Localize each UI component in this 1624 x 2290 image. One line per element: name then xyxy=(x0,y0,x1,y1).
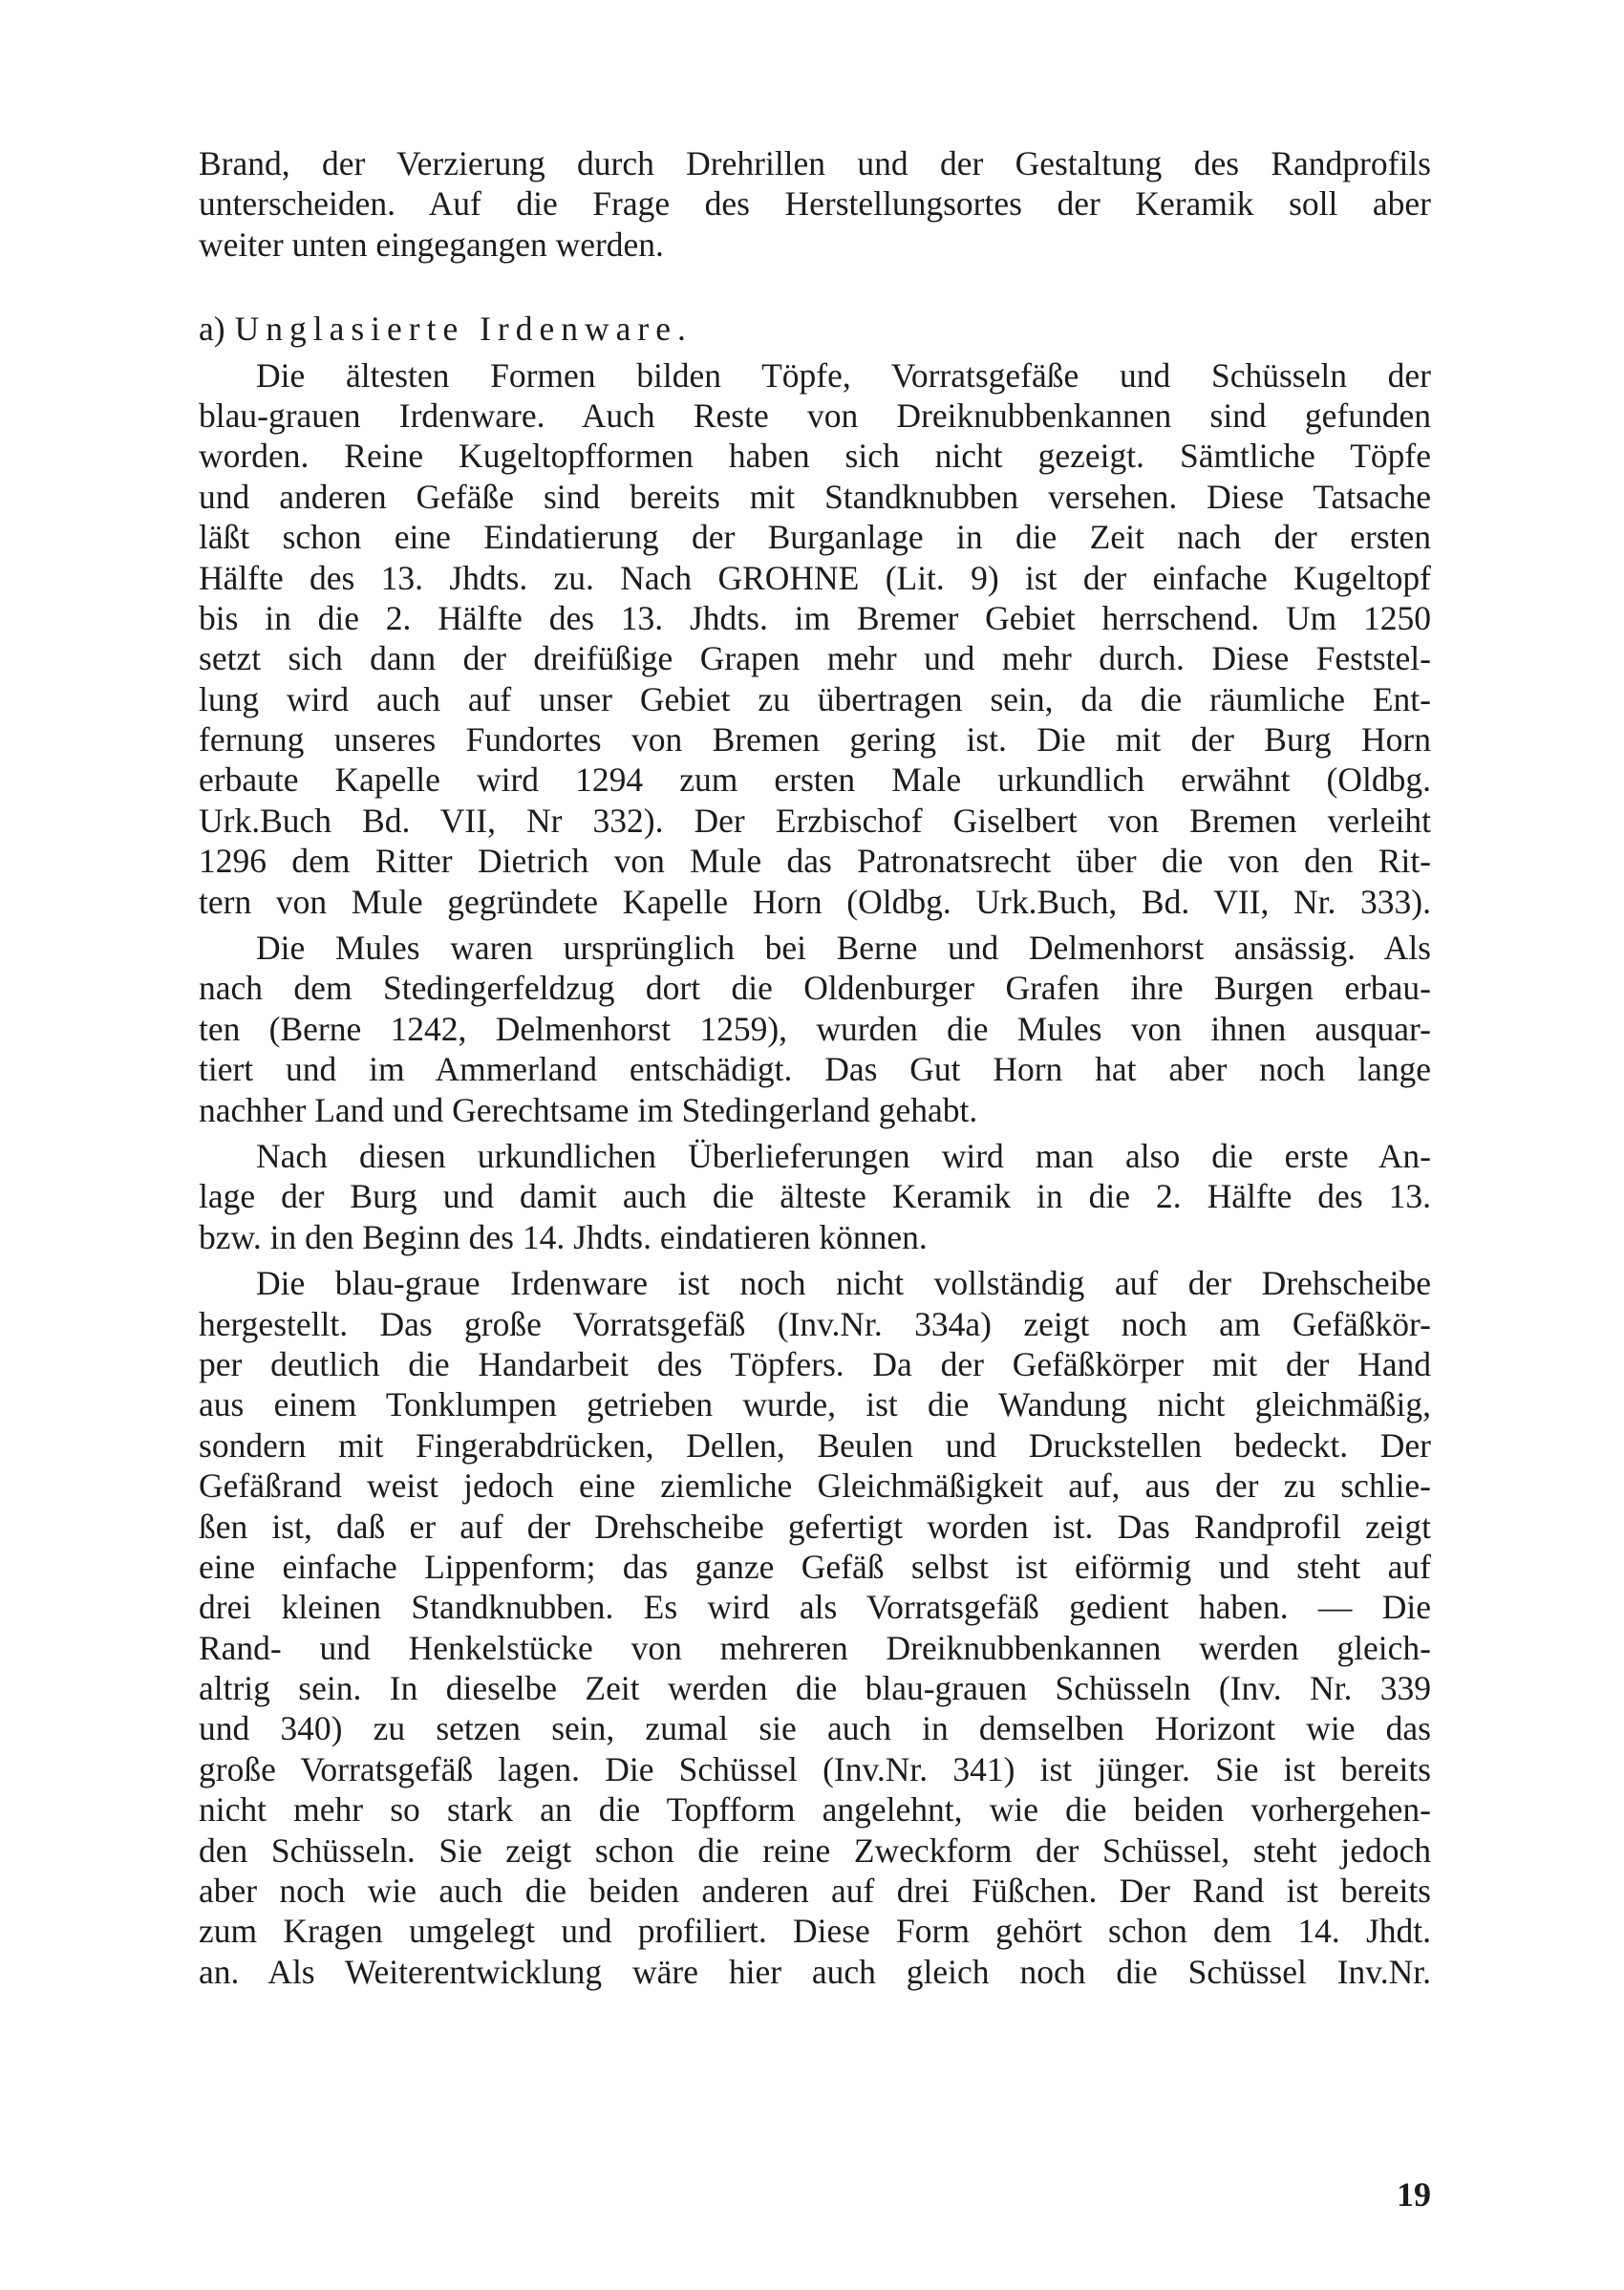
text-line: nach dem Stedingerfeldzug dort die Oldenburger Grafen ihre Burgen erbau- xyxy=(199,969,1431,1008)
section-label: a) xyxy=(199,310,225,349)
section-title: Unglasierte Irdenware. xyxy=(234,310,693,349)
text-line: lage der Burg und damit auch die älteste Keramik in die 2. Hälfte des 13. xyxy=(199,1177,1431,1216)
text-line: Brand, der Verzierung durch Drehrillen und der Gestaltung des Randprofils xyxy=(199,144,1431,182)
text-line: zum Kragen umgelegt und profiliert. Diese Form gehört schon dem 14. Jhdt. xyxy=(199,1912,1431,1951)
text-line: ten (Berne 1242, Delmenhorst 1259), wurden die Mules von ihnen ausquar- xyxy=(199,1009,1431,1048)
body-text xyxy=(199,143,1431,1992)
text-line: an. Als Weiterentwicklung wäre hier auch gleich noch die Schüssel Inv.Nr. xyxy=(199,1952,1431,1991)
text-line: blau-grauen Irdenware. Auch Reste von Dreiknubbenkannen sind gefunden xyxy=(199,396,1431,435)
text-line: bzw. in den Beginn des 14. Jhdts. eindatieren können. xyxy=(199,1217,928,1256)
text-line: ßen ist, daß er auf der Drehscheibe gefertigt worden ist. Das Randprofil zeigt xyxy=(199,1507,1431,1546)
text-line: setzt sich dann der dreifüßige Grapen mehr und mehr durch. Diese Feststel- xyxy=(199,639,1431,678)
text-line: tiert und im Ammerland entschädigt. Das Gut Horn hat aber noch lange xyxy=(199,1050,1431,1089)
text-line: und anderen Gefäße sind bereits mit Standknubben versehen. Diese Tatsache xyxy=(199,477,1431,516)
section-heading xyxy=(199,309,1431,349)
text-line: tern von Mule gegründete Kapelle Horn (Oldbg. Urk.Buch, Bd. VII, Nr. 333). xyxy=(199,882,1431,921)
paragraph-2 xyxy=(199,355,1431,922)
text-line: 1296 dem Ritter Dietrich von Mule das Patronatsrecht über die von den Rit- xyxy=(199,842,1431,881)
text-line: den Schüsseln. Sie zeigt schon die reine Zweckform der Schüssel, steht jedoch xyxy=(199,1830,1431,1870)
text-line: Hälfte des 13. Jhdts. zu. Nach GROHNE (Lit. 9) ist der einfache Kugeltopf xyxy=(199,558,1431,597)
paragraph-3 xyxy=(199,928,1431,1130)
text-line: Die Mules waren ursprünglich bei Berne und Delmenhorst ansässig. Als xyxy=(256,929,1431,968)
text-line: läßt schon eine Eindatierung der Burganlage in die Zeit nach der ersten xyxy=(199,518,1431,557)
page-number: 19 xyxy=(1397,2175,1431,2214)
text-line: große Vorratsgefäß lagen. Die Schüssel (Inv.Nr. 341) ist jünger. Sie ist bereits xyxy=(199,1749,1431,1788)
text-line: Die ältesten Formen bilden Töpfe, Vorratsgefäße und Schüsseln der xyxy=(256,355,1431,395)
text-line: aber noch wie auch die beiden anderen auf drei Füßchen. Der Rand ist bereits xyxy=(199,1872,1431,1911)
paragraph-5 xyxy=(199,1263,1431,1992)
text-line: Urk.Buch Bd. VII, Nr 332). Der Erzbischof Giselbert von Bremen verleiht xyxy=(199,801,1431,840)
text-line: unterscheiden. Auf die Frage des Herstellungsortes der Keramik soll aber xyxy=(199,184,1431,224)
text-line: nicht mehr so stark an die Topfform angelehnt, wie die beiden vorhergehen- xyxy=(199,1790,1431,1830)
text-line: altrig sein. In dieselbe Zeit werden die blau-grauen Schüsseln (Inv. Nr. 339 xyxy=(199,1669,1431,1708)
text-line: und 340) zu setzen sein, zumal sie auch in demselben Horizont wie das xyxy=(199,1709,1431,1748)
text-line: Die blau-graue Irdenware ist noch nicht vollständig auf der Drehscheibe xyxy=(256,1264,1431,1303)
text-line: fernung unseres Fundortes von Bremen gering ist. Die mit der Burg Horn xyxy=(199,720,1431,760)
text-line: Gefäßrand weist jedoch eine ziemliche Gleichmäßigkeit auf, aus der zu schlie- xyxy=(199,1466,1431,1506)
text-line: worden. Reine Kugeltopfformen haben sich nicht gezeigt. Sämtliche Töpfe xyxy=(199,437,1431,476)
paragraph-4 xyxy=(199,1136,1431,1257)
text-line: drei kleinen Standknubben. Es wird als Vorratsgefäß gedient haben. — Die xyxy=(199,1588,1431,1627)
paragraph-1 xyxy=(199,143,1431,265)
text-line: Rand- und Henkelstücke von mehreren Dreiknubbenkannen werden gleich- xyxy=(199,1628,1431,1667)
text-line: sondern mit Fingerabdrücken, Dellen, Beulen und Druckstellen bedeckt. Der xyxy=(199,1425,1431,1465)
text-line: hergestellt. Das große Vorratsgefäß (Inv.Nr. 334a) zeigt noch am Gefäßkör- xyxy=(199,1304,1431,1343)
text-line: per deutlich die Handarbeit des Töpfers. Da der Gefäßkörper mit der Hand xyxy=(199,1344,1431,1383)
text-line: lung wird auch auf unser Gebiet zu übertragen sein, da die räumliche Ent- xyxy=(199,679,1431,718)
text-line: erbaute Kapelle wird 1294 zum ersten Male urkundlich erwähnt (Oldbg. xyxy=(199,760,1431,800)
text-line: nachher Land und Gerechtsame im Stedingerland gehabt. xyxy=(199,1090,978,1129)
text-line: eine einfache Lippenform; das ganze Gefäß selbst ist eiförmig und steht auf xyxy=(199,1547,1431,1586)
text-line: bis in die 2. Hälfte des 13. Jhdts. im Bremer Gebiet herrschend. Um 1250 xyxy=(199,598,1431,637)
text-line: weiter unten eingegangen werden. xyxy=(199,225,664,264)
text-line: Nach diesen urkundlichen Überlieferungen wird man also die erste An- xyxy=(256,1136,1431,1175)
text-line: aus einem Tonklumpen getrieben wurde, ist die Wandung nicht gleichmäßig, xyxy=(199,1385,1431,1424)
